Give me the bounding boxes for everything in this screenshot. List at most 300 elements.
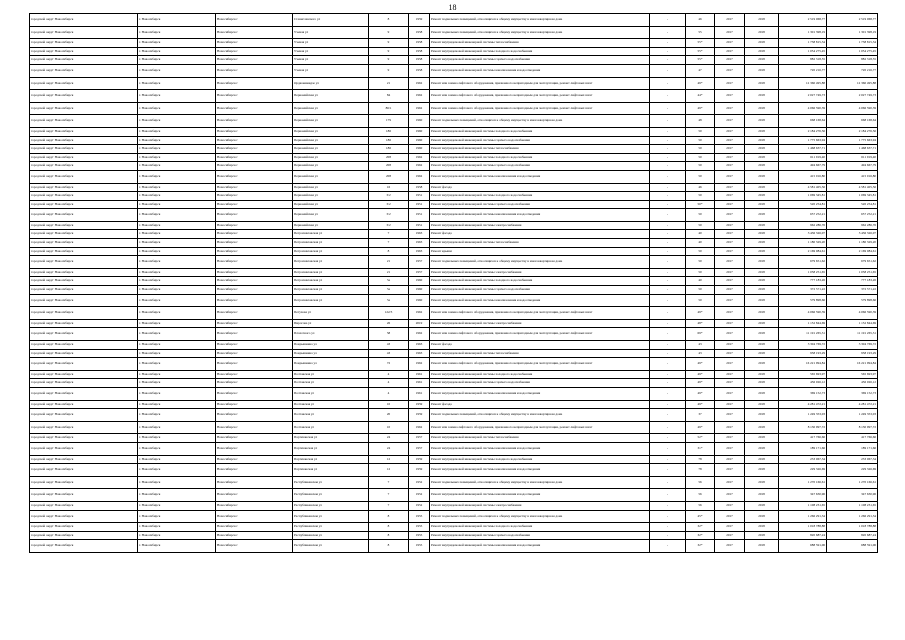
cell-dash-cell: - (650, 319, 686, 328)
cell-house-number: 9 (369, 56, 409, 65)
cell-cost-total: 1 108 231,65 (779, 501, 827, 510)
cell-municipality: городской округ Новосибирск (30, 379, 138, 388)
cell-year-to: 2018 (745, 153, 779, 162)
cell-cost-fund: 189 171,66 (827, 442, 878, 455)
cell-cost-total: 1 270 166,61 (779, 476, 827, 489)
cell-year-from: 2017 (715, 476, 745, 489)
cell-wear-percent: 50 (686, 247, 715, 256)
cell-dash-cell: - (650, 358, 686, 371)
cell-year-to: 2018 (745, 540, 779, 553)
cell-house-number: 8 (369, 540, 409, 553)
cell-street: Полтавская ул (293, 421, 369, 434)
cell-dash-cell: - (650, 26, 686, 39)
cell-municipality: городской округ Новосибирск (30, 145, 138, 154)
cell-year-from: 2017 (715, 136, 745, 145)
cell-wear-percent: 50 (686, 153, 715, 162)
cell-cost-fund: 720 216,77 (827, 64, 878, 77)
cell-dash-cell: - (650, 239, 686, 248)
cell-build-year: 1959 (409, 14, 430, 27)
table-row (30, 90, 878, 103)
cell-city: Новосибирск г (216, 153, 293, 162)
cell-dash-cell: - (650, 501, 686, 510)
cell-city: Новосибирск г (216, 47, 293, 56)
cell-year-from: 2017 (715, 230, 745, 239)
cell-cost-total: 12 360 495,88 (779, 77, 827, 90)
cell-build-year: 1958 (409, 26, 430, 39)
table-row (30, 409, 878, 422)
cell-cost-total: 2 184 276,56 (779, 127, 827, 136)
cell-build-year: 1951 (409, 192, 430, 201)
cell-municipality: городской округ Новосибирск (30, 77, 138, 90)
cell-year-to: 2018 (745, 489, 779, 502)
cell-city: Новосибирск г (216, 192, 293, 201)
cell-cost-fund: 1 270 166,61 (827, 476, 878, 489)
cell-year-from: 2017 (715, 442, 745, 455)
cell-cost-total: 1 058 251,65 (779, 268, 827, 277)
table-row (30, 421, 878, 434)
cell-municipality: городской округ Новосибирск (30, 115, 138, 128)
cell-year-from: 2017 (715, 455, 745, 464)
cell-municipality: городской округ Новосибирск (30, 209, 138, 222)
cell-street: Покрышкина ул (293, 358, 369, 371)
cell-build-year: 1955 (409, 523, 430, 532)
cell-cost-fund: 1 468 637,71 (827, 145, 878, 154)
cell-house-number: 9 (369, 64, 409, 77)
cell-city: Новосибирск г (216, 358, 293, 371)
cell-work-type: Ремонт внутридомовой инженерной системы канализования и водоотведения (430, 489, 650, 502)
cell-work-type: Ремонт внутридомовой инженерной системы горячего водоснабжения (430, 56, 650, 65)
cell-dash-cell: - (650, 102, 686, 115)
cell-dash-cell: - (650, 341, 686, 350)
cell-locality: г. Новосибирск (138, 230, 216, 239)
table-row (30, 56, 878, 65)
cell-municipality: городской округ Новосибирск (30, 307, 138, 320)
cell-work-type: Ремонт внутридомовой инженерной системы канализования и водоотведения (430, 170, 650, 183)
cell-wear-percent: 49* (686, 358, 715, 371)
cell-cost-fund: 1 249 353,03 (827, 409, 878, 422)
cell-build-year: 1963 (409, 341, 430, 350)
cell-city: Новосибирск г (216, 56, 293, 65)
cell-cost-total: 2 169 084,61 (779, 247, 827, 256)
cell-street: Станиславского ул (293, 14, 369, 27)
table-row (30, 170, 878, 183)
cell-house-number: 21 (369, 77, 409, 90)
cell-locality: г. Новосибирск (138, 409, 216, 422)
cell-dash-cell: - (650, 387, 686, 400)
cell-city: Новосибирск г (216, 540, 293, 553)
cell-cost-total: 347 630,96 (779, 489, 827, 502)
cell-street: Петропавловская ул (293, 294, 369, 307)
cell-municipality: городской округ Новосибирск (30, 328, 138, 341)
cell-cost-total: 962 286,76 (779, 221, 827, 230)
cell-dash-cell: - (650, 531, 686, 540)
cell-cost-fund: 369 152,73 (827, 387, 878, 400)
table-row (30, 319, 878, 328)
cell-work-type: Ремонт подвальных помещений, относящихся к общему имуществу в многоквартирном доме (430, 476, 650, 489)
cell-build-year: 1963 (409, 247, 430, 256)
cell-cost-fund: 16 221 994,84 (827, 358, 878, 371)
cell-build-year: 1960 (409, 286, 430, 295)
cell-municipality: городской округ Новосибирск (30, 434, 138, 443)
cell-municipality: городской округ Новосибирск (30, 102, 138, 115)
cell-locality: г. Новосибирск (138, 349, 216, 358)
cell-dash-cell: - (650, 286, 686, 295)
cell-work-type: Ремонт внутридомовой инженерной системы канализования и водоотведения (430, 464, 650, 477)
cell-house-number: 208 (369, 162, 409, 171)
cell-year-from: 2017 (715, 531, 745, 540)
cell-locality: г. Новосибирск (138, 136, 216, 145)
cell-municipality: городской округ Новосибирск (30, 501, 138, 510)
cell-work-type: Ремонт внутридомовой инженерной системы теплоснабжения (430, 434, 650, 443)
table-row (30, 294, 878, 307)
cell-year-from: 2017 (715, 200, 745, 209)
cell-street: Первомайская ул (293, 90, 369, 103)
cell-dash-cell: - (650, 510, 686, 523)
cell-dash-cell: - (650, 434, 686, 443)
cell-cost-fund: 1 738 815,34 (827, 39, 878, 48)
cell-cost-total: 1 738 815,34 (779, 39, 827, 48)
cell-work-type: Ремонт подвальных помещений, относящихся к общему имуществу в многоквартирном доме (430, 510, 650, 523)
table-row (30, 434, 878, 443)
cell-cost-total: 958 193,29 (779, 349, 827, 358)
cell-wear-percent: 49* (686, 379, 715, 388)
cell-house-number: 3/2 (369, 209, 409, 222)
cell-build-year: 1962 (409, 162, 430, 171)
cell-house-number: 4 (369, 387, 409, 400)
cell-wear-percent: 49* (686, 102, 715, 115)
cell-cost-fund: 2 169 084,61 (827, 247, 878, 256)
cell-dash-cell: - (650, 162, 686, 171)
cell-build-year: 1959 (409, 409, 430, 422)
cell-year-to: 2018 (745, 170, 779, 183)
cell-wear-percent: 50 (686, 221, 715, 230)
cell-wear-percent: 55* (686, 47, 715, 56)
cell-cost-fund: 229 326,69 (827, 464, 878, 477)
cell-locality: г. Новосибирск (138, 200, 216, 209)
cell-municipality: городской округ Новосибирск (30, 370, 138, 379)
cell-locality: г. Новосибирск (138, 434, 216, 443)
table-row (30, 64, 878, 77)
cell-wear-percent: 52* (686, 434, 715, 443)
cell-street: Первомайская ул (293, 136, 369, 145)
cell-municipality: городской округ Новосибирск (30, 256, 138, 269)
cell-locality: г. Новосибирск (138, 286, 216, 295)
cell-cost-fund: 12 360 495,88 (827, 77, 878, 90)
cell-city: Новосибирск г (216, 230, 293, 239)
cell-city: Новосибирск г (216, 268, 293, 277)
table-row (30, 136, 878, 145)
cell-city: Новосибирск г (216, 239, 293, 248)
cell-house-number: 3/2 (369, 221, 409, 230)
cell-locality: г. Новосибирск (138, 102, 216, 115)
cell-work-type: Ремонт крыши (430, 247, 650, 256)
cell-city: Новосибирск г (216, 464, 293, 477)
cell-municipality: городской округ Новосибирск (30, 247, 138, 256)
cell-wear-percent: 50 (686, 145, 715, 154)
cell-year-from: 2017 (715, 47, 745, 56)
cell-street: Республиканская ул (293, 531, 369, 540)
cell-municipality: городской округ Новосибирск (30, 400, 138, 409)
cell-city: Новосибирск г (216, 294, 293, 307)
cell-house-number: 24 (369, 442, 409, 455)
cell-street: Республиканская ул (293, 476, 369, 489)
cell-house-number: 20 (369, 409, 409, 422)
cell-cost-total: 1 054 275,45 (779, 47, 827, 56)
cell-work-type: Ремонт внутридомовой инженерной системы горячего водоснабжения (430, 162, 650, 171)
cell-work-type: Ремонт подвальных помещений, относящихся к общему имуществу в многоквартирном доме (430, 14, 650, 27)
cell-street: Республиканская ул (293, 489, 369, 502)
cell-locality: г. Новосибирск (138, 531, 216, 540)
cell-build-year: 1955 (409, 510, 430, 523)
cell-wear-percent: 50 (686, 294, 715, 307)
cell-build-year: 1962 (409, 170, 430, 183)
cell-build-year: 1952 (409, 489, 430, 502)
cell-build-year: 1960 (409, 294, 430, 307)
cell-year-from: 2017 (715, 162, 745, 171)
cell-cost-total: 494 667,79 (779, 162, 827, 171)
cell-year-to: 2018 (745, 77, 779, 90)
cell-year-to: 2018 (745, 90, 779, 103)
cell-build-year: 1955 (409, 531, 430, 540)
cell-wear-percent: 55* (686, 56, 715, 65)
table-row (30, 153, 878, 162)
table-row (30, 268, 878, 277)
cell-dash-cell: - (650, 409, 686, 422)
cell-work-type: Ремонт фасада (430, 400, 650, 409)
cell-wear-percent: 55* (686, 39, 715, 48)
cell-year-from: 2017 (715, 523, 745, 532)
cell-year-from: 2017 (715, 421, 745, 434)
cell-build-year: 1962 (409, 102, 430, 115)
cell-locality: г. Новосибирск (138, 379, 216, 388)
cell-house-number: 8 (369, 247, 409, 256)
cell-city: Новосибирск г (216, 200, 293, 209)
cell-cost-fund: 494 667,79 (827, 162, 878, 171)
cell-city: Новосибирск г (216, 145, 293, 154)
cell-year-from: 2017 (715, 328, 745, 341)
cell-municipality: городской округ Новосибирск (30, 153, 138, 162)
table-row (30, 145, 878, 154)
cell-locality: г. Новосибирск (138, 400, 216, 409)
table-row (30, 277, 878, 286)
cell-cost-fund: 962 286,76 (827, 221, 878, 230)
cell-city: Новосибирск г (216, 442, 293, 455)
cell-locality: г. Новосибирск (138, 510, 216, 523)
cell-work-type: Ремонт или замена лифтового оборудования, признанного непригодным для эксплуатации, ремонт лифтовых шахт (430, 307, 650, 320)
cell-year-to: 2018 (745, 277, 779, 286)
cell-work-type: Ремонт внутридомовой инженерной системы холодного водоснабжения (430, 192, 650, 201)
cell-house-number: 208 (369, 170, 409, 183)
table-row (30, 489, 878, 502)
cell-street: Первомайская ул (293, 192, 369, 201)
cell-municipality: городской округ Новосибирск (30, 239, 138, 248)
cell-year-from: 2017 (715, 102, 745, 115)
cell-year-from: 2017 (715, 256, 745, 269)
cell-work-type: Ремонт подвальных помещений, относящихся к общему имуществу в многоквартирном доме (430, 115, 650, 128)
cell-street: Партизанская ул (293, 434, 369, 443)
table-row (30, 247, 878, 256)
cell-house-number: 7 (369, 239, 409, 248)
cell-cost-total: 1 018 788,88 (779, 523, 827, 532)
table-row (30, 370, 878, 379)
cell-city: Новосибирск г (216, 387, 293, 400)
cell-city: Новосибирск г (216, 434, 293, 443)
cell-municipality: городской округ Новосибирск (30, 442, 138, 455)
cell-work-type: Ремонт внутридомовой инженерной системы канализования и водоотведения (430, 294, 650, 307)
cell-dash-cell: - (650, 277, 686, 286)
cell-year-from: 2017 (715, 77, 745, 90)
cell-cost-total: 820 687,24 (779, 531, 827, 540)
cell-work-type: Ремонт внутридомовой инженерной системы горячего водоснабжения (430, 136, 650, 145)
cell-cost-total: 415 016,80 (779, 170, 827, 183)
cell-work-type: Ремонт внутридомовой инженерной системы теплоснабжения (430, 145, 650, 154)
cell-build-year: 1961 (409, 387, 430, 400)
cell-build-year: 1959 (409, 455, 430, 464)
cell-municipality: городской округ Новосибирск (30, 421, 138, 434)
cell-house-number: 3/2 (369, 200, 409, 209)
cell-street: Первомайская ул (293, 127, 369, 136)
cell-city: Новосибирск г (216, 26, 293, 39)
cell-cost-fund: 2 184 276,56 (827, 127, 878, 136)
cell-municipality: городской округ Новосибирск (30, 294, 138, 307)
cell-cost-total: 1 266 291,34 (779, 510, 827, 523)
table-row (30, 221, 878, 230)
cell-work-type: Ремонт внутридомовой инженерной системы канализования и водоотведения (430, 64, 650, 77)
cell-house-number: 186 (369, 127, 409, 136)
cell-city: Новосибирск г (216, 510, 293, 523)
cell-locality: г. Новосибирск (138, 464, 216, 477)
table-row (30, 286, 878, 295)
cell-wear-percent: 43 (686, 349, 715, 358)
cell-year-from: 2017 (715, 170, 745, 183)
cell-build-year: 1951 (409, 221, 430, 230)
cell-dash-cell: - (650, 183, 686, 192)
table-row (30, 162, 878, 171)
cell-cost-fund: 4 281 472,21 (827, 400, 878, 409)
cell-municipality: городской округ Новосибирск (30, 387, 138, 400)
cell-work-type: Ремонт внутридомовой инженерной системы электроснабжения (430, 501, 650, 510)
cell-city: Новосибирск г (216, 183, 293, 192)
cell-dash-cell: - (650, 145, 686, 154)
cell-wear-percent: 50 (686, 209, 715, 222)
cell-year-to: 2018 (745, 387, 779, 400)
cell-build-year: 2019 (409, 319, 430, 328)
cell-municipality: городской округ Новосибирск (30, 409, 138, 422)
cell-year-to: 2018 (745, 127, 779, 136)
cell-city: Новосибирск г (216, 379, 293, 388)
cell-locality: г. Новосибирск (138, 145, 216, 154)
cell-cost-fund: 3 304 769,72 (827, 341, 878, 350)
table-row (30, 200, 878, 209)
cell-municipality: городской округ Новосибирск (30, 183, 138, 192)
cell-locality: г. Новосибирск (138, 170, 216, 183)
cell-cost-fund: 657 252,21 (827, 209, 878, 222)
table-row (30, 523, 878, 532)
cell-locality: г. Новосибирск (138, 56, 216, 65)
cell-year-to: 2018 (745, 501, 779, 510)
cell-year-from: 2017 (715, 14, 745, 27)
cell-dash-cell: - (650, 370, 686, 379)
cell-year-from: 2017 (715, 26, 745, 39)
cell-street: Петропавловская ул (293, 247, 369, 256)
cell-year-to: 2018 (745, 183, 779, 192)
cell-work-type: Ремонт внутридомовой инженерной системы теплоснабжения (430, 349, 650, 358)
cell-municipality: городской округ Новосибирск (30, 531, 138, 540)
cell-municipality: городской округ Новосибирск (30, 523, 138, 532)
cell-street: Республиканская ул (293, 510, 369, 523)
cell-dash-cell: - (650, 464, 686, 477)
cell-cost-fund: 1 180 329,20 (827, 239, 878, 248)
table-row (30, 102, 878, 115)
cell-year-from: 2017 (715, 286, 745, 295)
cell-cost-fund: 4 581 405,56 (827, 183, 878, 192)
cell-cost-total: 1 069 345,81 (779, 192, 827, 201)
cell-cost-fund: 820 687,24 (827, 531, 878, 540)
table-row (30, 230, 878, 239)
table-row (30, 349, 878, 358)
cell-dash-cell: - (650, 115, 686, 128)
cell-work-type: Ремонт внутридомовой инженерной системы холодного водоснабжения (430, 370, 650, 379)
cell-build-year: 1960 (409, 127, 430, 136)
cell-street: Орджоникидзе ул (293, 77, 369, 90)
table-row (30, 256, 878, 269)
cell-city: Новосибирск г (216, 400, 293, 409)
cell-cost-total: 11 191 265,31 (779, 328, 827, 341)
cell-year-to: 2018 (745, 162, 779, 171)
cell-street: Петухова ул (293, 307, 369, 320)
cell-build-year: 1962 (409, 328, 430, 341)
cell-wear-percent: 49* (686, 421, 715, 434)
page-number: 18 (448, 3, 457, 12)
cell-cost-fund: 233 067,34 (827, 455, 878, 464)
cell-street: Партизанская ул (293, 442, 369, 455)
cell-street: Полтавская ул (293, 387, 369, 400)
cell-city: Новосибирск г (216, 209, 293, 222)
cell-locality: г. Новосибирск (138, 90, 216, 103)
cell-year-to: 2018 (745, 39, 779, 48)
cell-city: Новосибирск г (216, 247, 293, 256)
table-row (30, 540, 878, 553)
cell-street: Полтавская ул (293, 370, 369, 379)
cell-wear-percent: 49* (686, 77, 715, 90)
table-row (30, 77, 878, 90)
cell-wear-percent: 32* (686, 523, 715, 532)
cell-street: Республиканская ул (293, 540, 369, 553)
cell-wear-percent: 78 (686, 464, 715, 477)
cell-municipality: городской округ Новосибирск (30, 349, 138, 358)
cell-street: Ученая ул (293, 47, 369, 56)
cell-wear-percent: 44* (686, 90, 715, 103)
cell-house-number: 10 (369, 400, 409, 409)
cell-work-type: Ремонт внутридомовой инженерной системы канализования и водоотведения (430, 540, 650, 553)
table-row (30, 510, 878, 523)
cell-year-from: 2017 (715, 510, 745, 523)
cell-year-to: 2018 (745, 307, 779, 320)
cell-cost-total: 668 168,64 (779, 115, 827, 128)
cell-year-from: 2017 (715, 400, 745, 409)
cell-municipality: городской округ Новосибирск (30, 464, 138, 477)
cell-wear-percent: 49* (686, 400, 715, 409)
cell-wear-percent: 50 (686, 256, 715, 269)
cell-cost-fund: 668 168,64 (827, 115, 878, 128)
cell-municipality: городской округ Новосибирск (30, 14, 138, 27)
cell-dash-cell: - (650, 14, 686, 27)
cell-street: Петропавловская ул (293, 230, 369, 239)
cell-house-number: 4 (369, 370, 409, 379)
cell-city: Новосибирск г (216, 421, 293, 434)
cell-city: Новосибирск г (216, 341, 293, 350)
cell-locality: г. Новосибирск (138, 319, 216, 328)
